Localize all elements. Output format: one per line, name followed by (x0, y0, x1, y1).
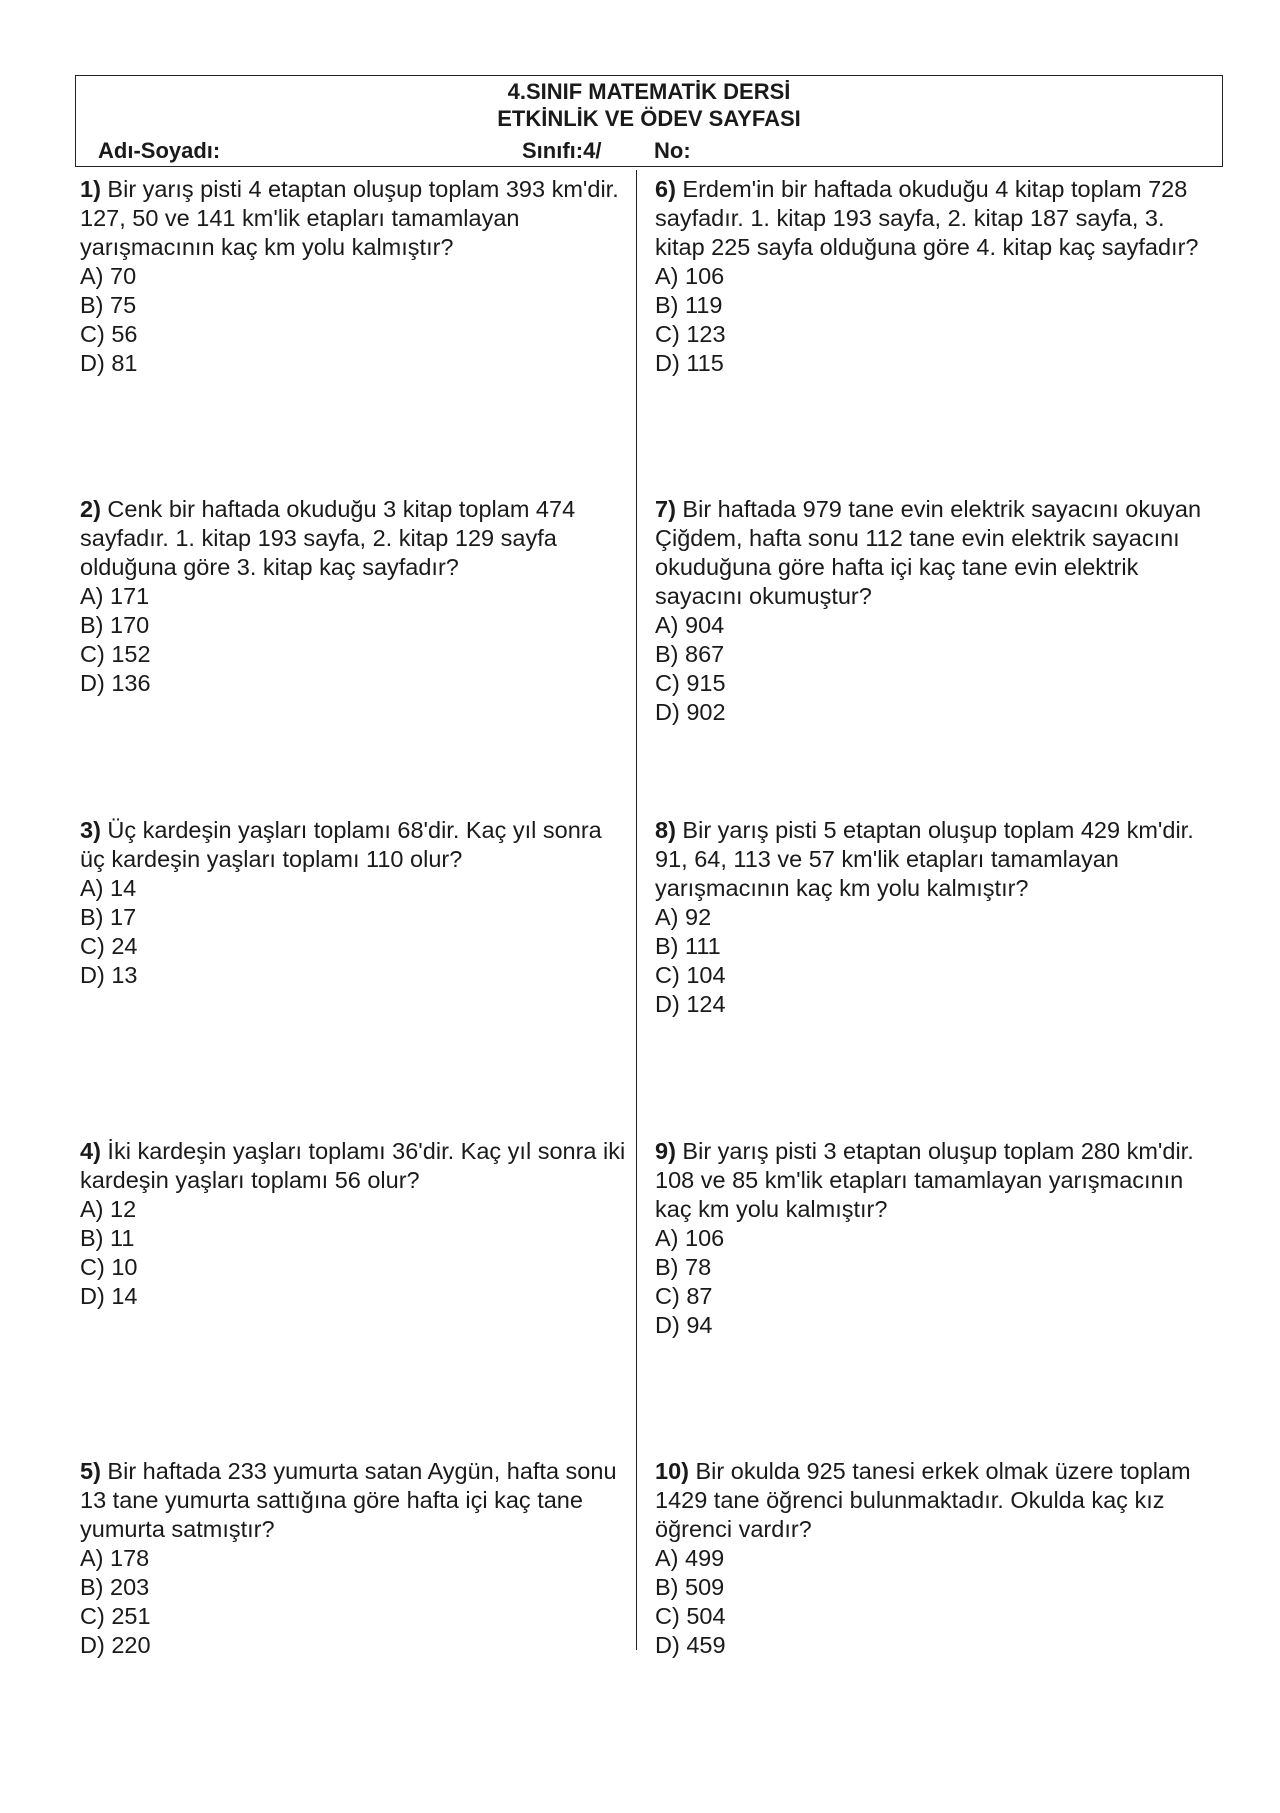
question-7 (655, 495, 1205, 727)
question-10 (655, 1457, 1205, 1660)
question-6 (655, 175, 1205, 378)
question-text: Bir okulda 925 tanesi erkek olmak üzere toplam 1429 tane öğrenci bulunmaktadır. Okulda kaç kız öğrenci vardır? (655, 1458, 1191, 1542)
question-text: Bir haftada 979 tane evin elektrik sayacını okuyan Çiğdem, hafta sonu 112 tane evin elektrik sayacını okuduğuna göre hafta içi kaç tane evin elektrik sayacını okumuştur? (655, 496, 1202, 609)
option-b: B) 119 (655, 292, 723, 318)
option-c: C) 56 (80, 321, 138, 347)
student-name-label: Adı-Soyadı: (98, 138, 221, 163)
question-text: İki kardeşin yaşları toplamı 36'dir. Kaç yıl sonra iki kardeşin yaşları toplamı 56 olur? (80, 1138, 626, 1193)
question-5 (80, 1457, 630, 1660)
option-a: A) 12 (80, 1196, 137, 1222)
option-a: A) 106 (655, 263, 725, 289)
option-c: C) 915 (655, 670, 726, 696)
question-stem (80, 175, 630, 262)
option-b: B) 867 (655, 641, 725, 667)
option-b: B) 78 (655, 1254, 712, 1280)
option-a: A) 106 (655, 1225, 725, 1251)
option-a: A) 14 (80, 875, 137, 901)
option-a: A) 178 (80, 1545, 150, 1571)
option-d: D) 902 (655, 699, 726, 725)
question-number: 2) (80, 496, 101, 522)
question-text: Bir yarış pisti 5 etaptan oluşup toplam 429 km'dir. 91, 64, 113 ve 57 km'lik etapları tamamlayan yarışmacının kaç km yolu kalmıştır? (655, 817, 1194, 901)
question-number: 10) (655, 1458, 689, 1484)
option-c: C) 104 (655, 962, 726, 988)
option-a: A) 171 (80, 583, 150, 609)
student-number-label: No: (654, 138, 691, 163)
option-b: B) 11 (80, 1225, 135, 1251)
question-number: 5) (80, 1458, 101, 1484)
option-a: A) 904 (655, 612, 725, 638)
question-stem (80, 1137, 630, 1195)
question-number: 8) (655, 817, 676, 843)
question-text: Bir haftada 233 yumurta satan Aygün, hafta sonu 13 tane yumurta sattığına göre hafta içi kaç tane yumurta satmıştır? (80, 1458, 617, 1542)
question-stem (655, 816, 1205, 903)
question-3 (80, 816, 630, 990)
question-number: 6) (655, 176, 676, 202)
question-4 (80, 1137, 630, 1311)
question-text: Bir yarış pisti 3 etaptan oluşup toplam 280 km'dir. 108 ve 85 km'lik etapları tamamlayan yarışmacının kaç km yolu kalmıştır? (655, 1138, 1194, 1222)
question-text: Üç kardeşin yaşları toplamı 68'dir. Kaç yıl sonra üç kardeşin yaşları toplamı 110 olur? (80, 817, 602, 872)
option-b: B) 17 (80, 904, 137, 930)
option-a: A) 92 (655, 904, 712, 930)
option-d: D) 220 (80, 1632, 151, 1658)
question-2 (80, 495, 630, 698)
option-b: B) 509 (655, 1574, 725, 1600)
question-stem (80, 816, 630, 874)
question-text: Cenk bir haftada okuduğu 3 kitap toplam 474 sayfadır. 1. kitap 193 sayfa, 2. kitap 129 sayfa olduğuna göre 3. kitap kaç sayfadır? (80, 496, 576, 580)
option-d: D) 136 (80, 670, 151, 696)
option-b: B) 111 (655, 933, 721, 959)
option-d: D) 13 (80, 962, 138, 988)
question-number: 9) (655, 1138, 676, 1164)
question-number: 1) (80, 176, 101, 202)
option-d: D) 459 (655, 1632, 726, 1658)
option-a: A) 499 (655, 1545, 725, 1571)
option-c: C) 251 (80, 1603, 151, 1629)
worksheet-header (75, 75, 1223, 167)
question-stem (655, 1137, 1205, 1224)
option-a: A) 70 (80, 263, 137, 289)
option-d: D) 124 (655, 991, 726, 1017)
option-c: C) 152 (80, 641, 151, 667)
question-text: Bir yarış pisti 4 etaptan oluşup toplam 393 km'dir. 127, 50 ve 141 km'lik etapları tamamlayan yarışmacının kaç km yolu kalmıştır? (80, 176, 619, 260)
question-9 (655, 1137, 1205, 1340)
option-c: C) 87 (655, 1283, 713, 1309)
class-label: Sınıfı:4/ (522, 138, 602, 163)
option-d: D) 14 (80, 1283, 138, 1309)
option-c: C) 10 (80, 1254, 138, 1280)
worksheet-subtitle: ETKİNLİK VE ÖDEV SAYFASI (497, 106, 801, 131)
question-number: 3) (80, 817, 101, 843)
option-d: D) 115 (655, 350, 724, 376)
question-1 (80, 175, 630, 378)
option-c: C) 123 (655, 321, 726, 347)
question-stem (80, 1457, 630, 1544)
question-stem (655, 495, 1205, 611)
question-stem (655, 1457, 1205, 1544)
option-c: C) 24 (80, 933, 138, 959)
question-number: 4) (80, 1138, 101, 1164)
question-stem (80, 495, 630, 582)
worksheet-title: 4.SINIF MATEMATİK DERSİ (507, 79, 791, 104)
question-text: Erdem'in bir haftada okuduğu 4 kitap toplam 728 sayfadır. 1. kitap 193 sayfa, 2. kitap 187 sayfa, 3. kitap 225 sayfa olduğuna göre 4. kitap kaç sayfadır? (655, 176, 1199, 260)
question-stem (655, 175, 1205, 262)
question-8 (655, 816, 1205, 1019)
option-b: B) 170 (80, 612, 150, 638)
column-divider (636, 170, 637, 1650)
option-d: D) 81 (80, 350, 138, 376)
option-b: B) 203 (80, 1574, 150, 1600)
option-d: D) 94 (655, 1312, 713, 1338)
option-c: C) 504 (655, 1603, 726, 1629)
option-b: B) 75 (80, 292, 137, 318)
question-number: 7) (655, 496, 676, 522)
